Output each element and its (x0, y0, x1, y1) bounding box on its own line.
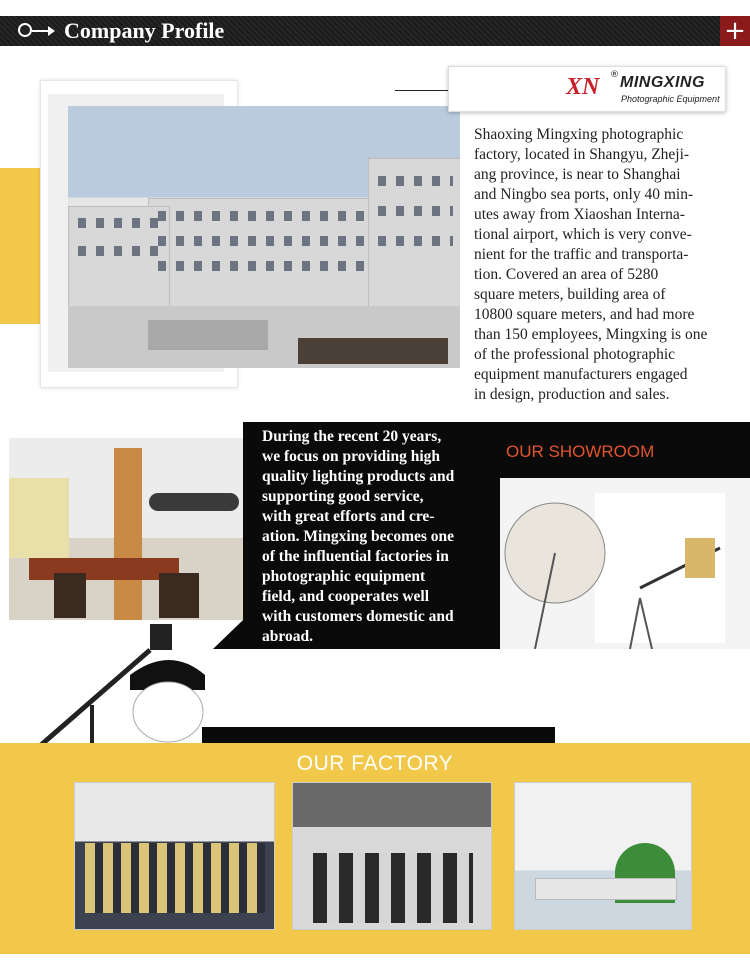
factory-photo-production-line (292, 782, 492, 930)
logo-tagline: Photographic Equipment (621, 94, 720, 104)
history-paragraph (262, 427, 492, 647)
intro-line: than 150 employees, Mingxing is one (474, 326, 708, 343)
factory-photo-sewing-workshop (514, 782, 692, 930)
intro-line: ang province, is near to Shanghai (474, 166, 681, 183)
history-line: photographic equipment (262, 568, 426, 585)
intro-line: factory, located in Shangyu, Zheji- (474, 146, 690, 163)
intro-line: square meters, building area of (474, 286, 666, 303)
chair (159, 573, 199, 618)
arrow-head-icon (48, 26, 55, 36)
showroom-interior-photo (9, 438, 243, 620)
softbox-row (149, 493, 239, 511)
history-line: During the recent 20 years, (262, 428, 442, 445)
intro-line: and Ningbo sea ports, only 40 min- (474, 186, 694, 203)
history-line: with customers domestic and (262, 608, 454, 625)
showroom-title: OUR SHOWROOM (506, 442, 655, 461)
section-header (0, 16, 750, 46)
intro-line: nient for the traffic and transporta- (474, 246, 689, 263)
band-corner-triangle (213, 620, 243, 649)
expand-plus-button[interactable]: + (720, 16, 750, 46)
logo-registered: ® (610, 70, 619, 80)
arrow-line-icon (32, 30, 48, 32)
showroom-photo (500, 478, 750, 649)
history-line: supporting good service, (262, 488, 424, 505)
logo-mark: XN (566, 74, 600, 100)
history-line: ation. Mingxing becomes one (262, 528, 455, 545)
gatehouse (148, 320, 268, 350)
factory-building-photo (68, 106, 460, 368)
chair (54, 573, 86, 618)
history-line: abroad. (262, 628, 313, 645)
history-line: field, and cooperates well (262, 588, 430, 605)
history-line: quality lighting products and (262, 468, 455, 485)
history-line: of the influential factories in (262, 548, 449, 565)
intro-line: 10800 square meters, and had more (474, 306, 695, 323)
meeting-table (29, 558, 179, 580)
intro-line: utes away from Xiaoshan Interna- (474, 206, 685, 223)
logo-name: MINGXING (620, 74, 705, 91)
divider-bar (202, 727, 555, 743)
entrance-sign (298, 338, 448, 364)
intro-paragraph (474, 125, 746, 405)
intro-line: in design, production and sales. (474, 386, 670, 403)
section-title: Company Profile (64, 18, 225, 43)
backdrop-panel (9, 478, 69, 558)
intro-line: equipment manufacturers engaged (474, 366, 688, 383)
intro-line: of the professional photographic (474, 346, 676, 363)
history-line: with great efforts and cre- (262, 508, 435, 525)
intro-line: tion. Covered an area of 5280 (474, 266, 659, 283)
intro-line: tional airport, which is very conve- (474, 226, 692, 243)
intro-line: Shaoxing Mingxing photographic (474, 126, 684, 143)
history-line: we focus on providing high (262, 448, 441, 465)
factory-title: OUR FACTORY (296, 752, 454, 775)
circle-icon (18, 23, 32, 37)
showroom-scene (500, 478, 750, 649)
factory-photo-warehouse (74, 782, 275, 930)
wooden-pillar (114, 448, 142, 620)
